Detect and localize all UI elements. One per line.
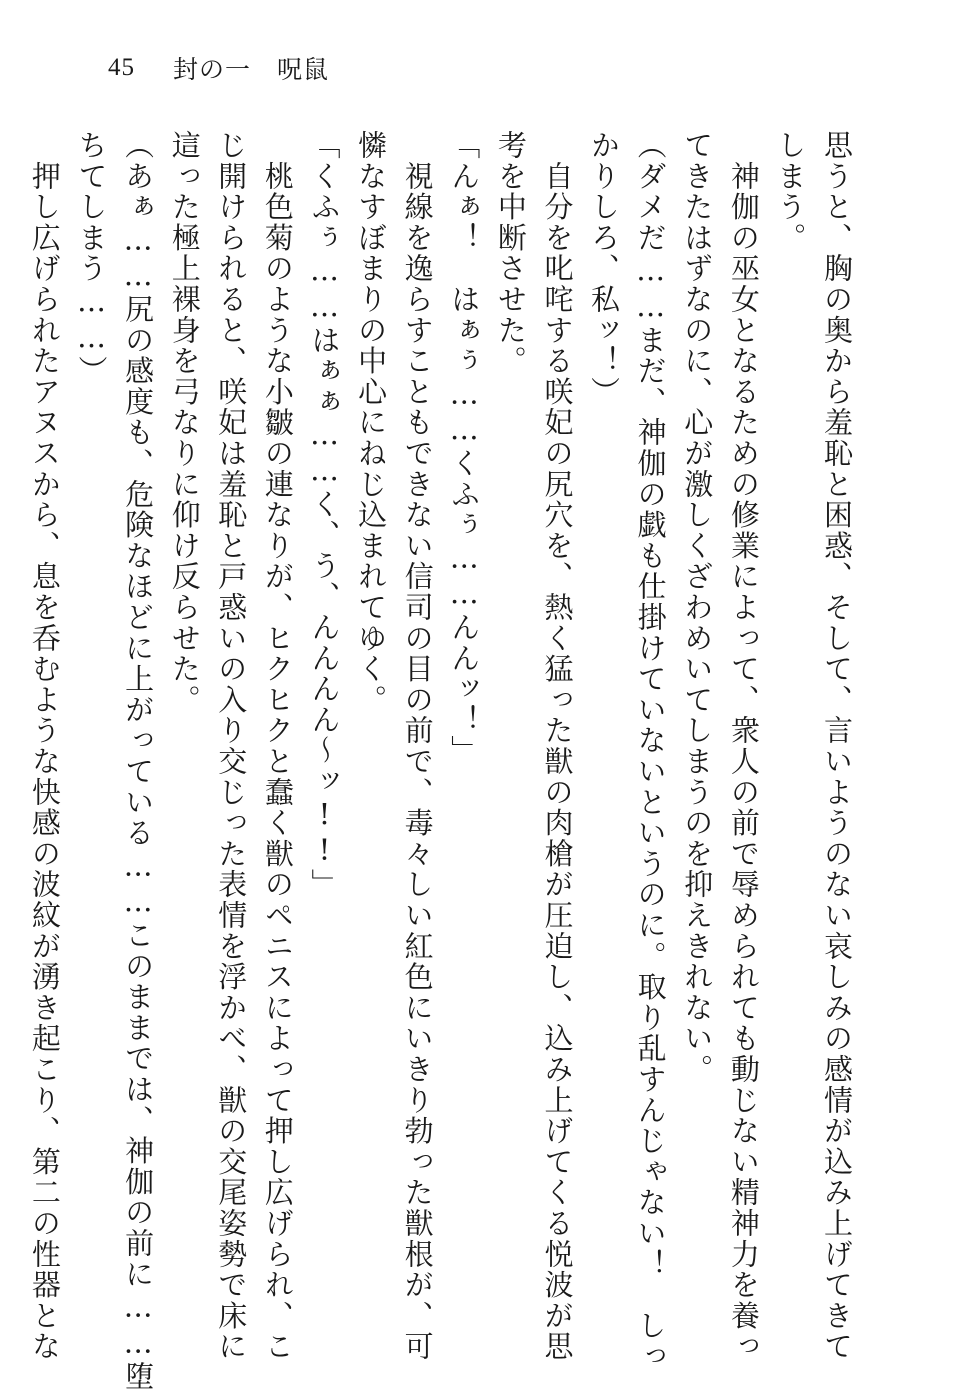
text-column: 桃色菊のような小皺の連なりが、ヒクヒクと蠢く獣のペニスによって押し広げられ、こ xyxy=(260,130,295,1362)
text-column: かりしろ、私ッ！） xyxy=(587,130,622,408)
page-number: 45 xyxy=(108,54,135,81)
text-column: じ開けられると、咲妃は羞恥と戸惑いの入り交じった表情を浮かべ、獣の交尾姿勢で床に xyxy=(214,130,249,1362)
running-header xyxy=(108,48,329,88)
text-column: 考を中断させた。 xyxy=(493,130,528,377)
text-column: 自分を叱咤する咲妃の尻穴を、熱く猛った獣の肉槍が圧迫し、込み上げてくる悦波が思 xyxy=(540,130,575,1362)
text-column: 「んぁ！ はぁぅ……くふぅ……んんッ！」 xyxy=(447,130,482,766)
text-column: 神伽の巫女となるための修業によって、衆人の前で辱められても動じない精神力を養っ xyxy=(726,130,761,1362)
text-column: 押し広げられたアヌスから、息を呑むような快感の波紋が湧き起こり、第二の性器とな xyxy=(27,130,62,1362)
text-column: （ダメだ……まだ、神伽の戯も仕掛けていないというのに。取り乱すんじゃない！ しっ xyxy=(633,130,668,1372)
text-column: 憐なすぼまりの中心にねじ込まれてゆく。 xyxy=(354,130,389,716)
text-column: 「くふぅ……はぁぁ……く、う、んんんん〜ッ!!」 xyxy=(307,130,342,900)
text-column: 這った極上裸身を弓なりに仰け反らせた。 xyxy=(167,130,202,716)
text-column: （あぁ……尻の感度も、危険なほどに上がっている……このままでは、神伽の前に……堕 xyxy=(121,130,156,1392)
chapter-title: 封の一 呪鼠 xyxy=(173,57,330,84)
body-text xyxy=(27,130,860,1392)
text-column: ちてしまう……） xyxy=(74,130,109,387)
text-column: 思うと、胸の奥から羞恥と困惑、そして、言いようのない哀しみの感情が込み上げてきて xyxy=(820,130,854,1362)
text-column: 視線を逸らすこともできない信司の目の前で、毒々しい紅色にいきり勃った獣根が、可 xyxy=(400,130,435,1362)
text-column: しまう。 xyxy=(773,130,808,254)
text-column: てきたはずなのに、心が激しくざわめいてしまうのを抑えきれない。 xyxy=(680,130,715,1085)
